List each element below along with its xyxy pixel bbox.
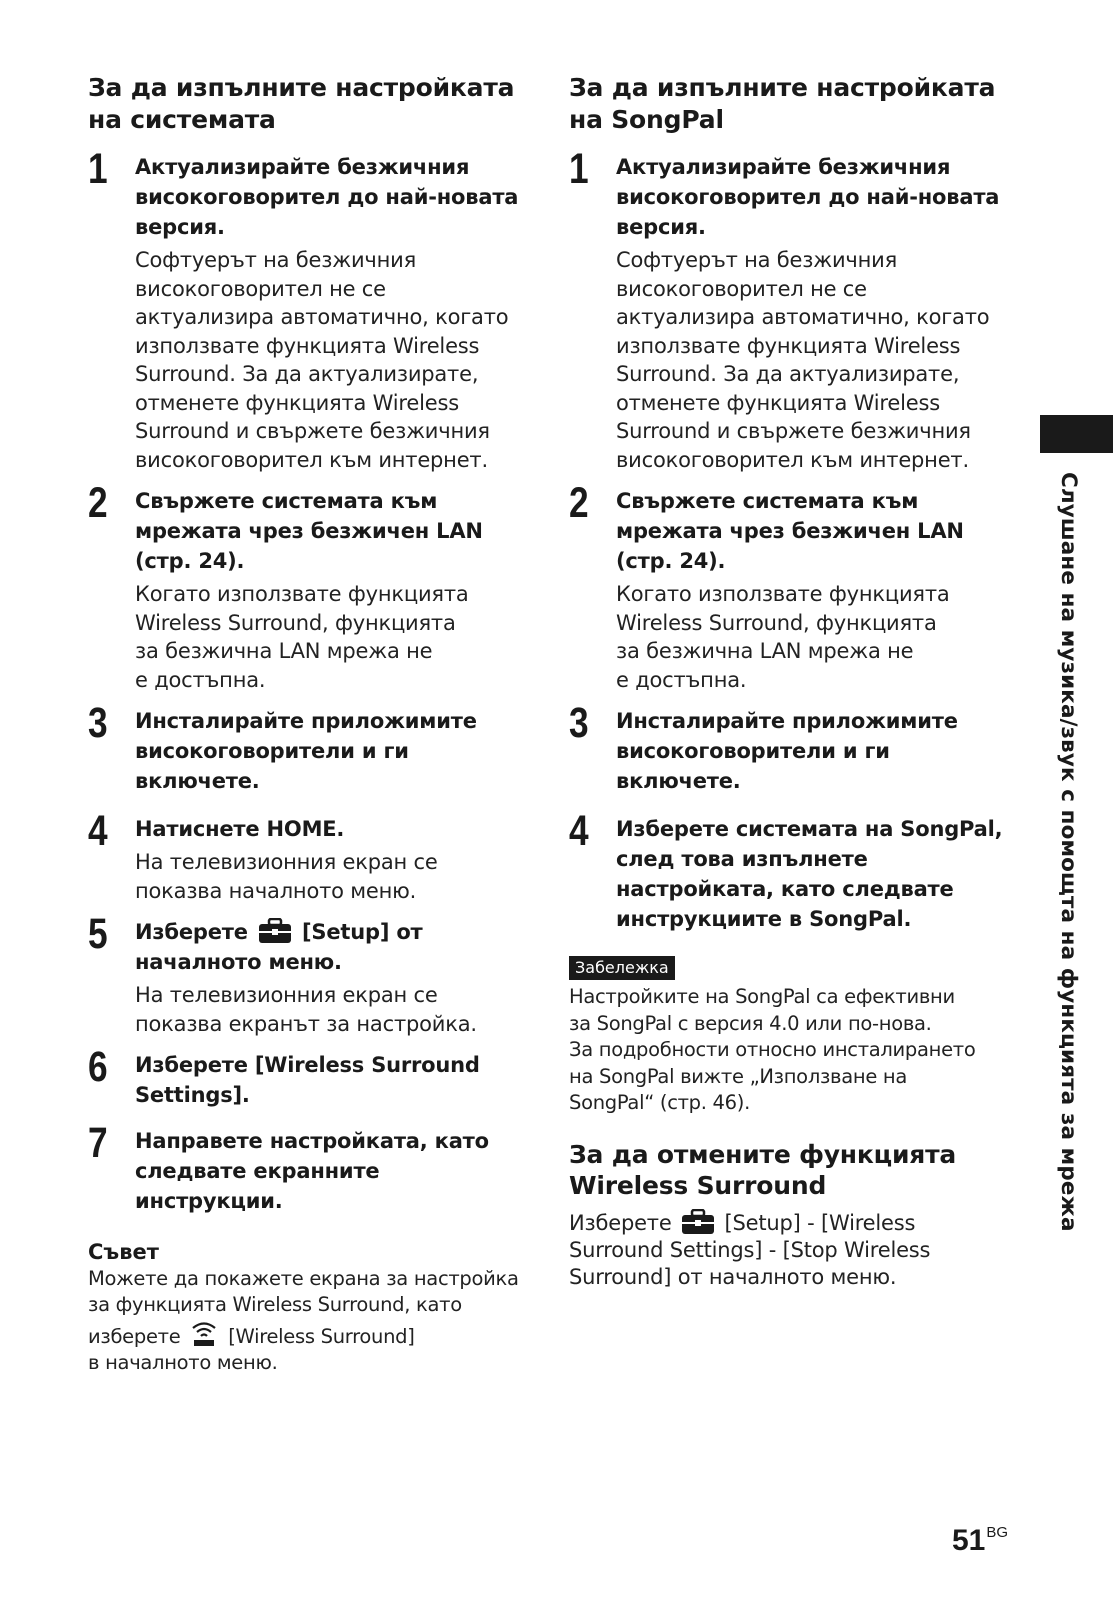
wireless-surround-icon	[189, 1318, 219, 1348]
right-step-3	[569, 699, 1014, 796]
right-heading: За да изпълните настройката на SongPal	[569, 73, 996, 134]
step-number: 7	[88, 1119, 108, 1167]
step-body: Софтуерът на безжичния високоговорител не се актуализира автоматично, когато използвате функцията Wireless Surround. За да актуализирате, отменете функцията Wireless Surround и свържете безжичния високоговорител към интернет.	[616, 248, 990, 472]
step-title: Изберете системата на SongPal, след това изпълнете настройката, като следвате инструкциите в SongPal.	[616, 817, 1003, 931]
step-body: Когато използвате функцията Wireless Surround, функцията за безжична LAN мрежа не е достъпна.	[135, 582, 469, 692]
step-number: 3	[88, 699, 108, 747]
note-body: Настройките на SongPal са ефективни за SongPal с версия 4.0 или по-нова. За подробности относно инсталирането на SongPal вижте „Използване на SongPal“ (стр. 46).	[569, 985, 976, 1114]
left-heading: За да изпълните настройката на системата	[88, 73, 515, 134]
note-badge: Забележка	[569, 956, 675, 980]
tip-title: Съвет	[88, 1240, 159, 1264]
right-step-2	[569, 479, 1014, 694]
toolbox-icon	[681, 1209, 715, 1235]
left-step-3	[88, 699, 533, 796]
step-title: Изберете [Setup] от началното меню.	[135, 920, 423, 974]
left-step-1	[88, 145, 533, 474]
page-language-suffix: BG	[986, 1524, 1009, 1541]
side-section-label: Слушане на музика/звук с помощта на функцията за мрежа	[1056, 472, 1081, 1232]
step-body: На телевизионния екран се показва началното меню.	[135, 850, 438, 903]
left-step-4	[88, 807, 533, 905]
step-title: Инсталирайте приложимите високоговорители и ги включете.	[135, 709, 477, 793]
section-tab-marker	[1040, 415, 1113, 453]
step-title: Свържете системата към мрежата чрез безжичен LAN (стр. 24).	[616, 489, 964, 573]
right-step-4	[569, 807, 1014, 934]
step-title: Направете настройката, като следвате екранните инструкции.	[135, 1129, 489, 1213]
left-step-6	[88, 1043, 533, 1110]
step-number: 1	[569, 145, 589, 193]
step-title: Изберете [Wireless Surround Settings].	[135, 1053, 480, 1107]
cancel-body: Изберете [Setup] - [Wireless Surround Settings] - [Stop Wireless Surround] от началното меню.	[569, 1210, 931, 1289]
step-number: 3	[569, 699, 589, 747]
step-number: 4	[569, 807, 589, 855]
step-number: 6	[88, 1043, 108, 1091]
left-step-5	[88, 910, 533, 1038]
step-body: На телевизионния екран се показва екранът за настройка.	[135, 983, 477, 1036]
step-number: 2	[569, 479, 589, 527]
right-step-1	[569, 145, 1014, 474]
toolbox-icon	[258, 918, 292, 944]
step-body: Софтуерът на безжичния високоговорител не се актуализира автоматично, когато използвате функцията Wireless Surround. За да актуализирате, отменете функцията Wireless Surround и свържете безжичния високоговорител към интернет.	[135, 248, 509, 472]
step-number: 4	[88, 807, 108, 855]
page-number: $51^{BG}$	[952, 1524, 1009, 1557]
step-title: Актуализирайте безжичния високоговорител до най-новата версия.	[616, 155, 1000, 239]
right-column	[569, 72, 1014, 1291]
cancel-heading: За да отмените функцията Wireless Surround	[569, 1139, 957, 1200]
step-title: Инсталирайте приложимите високоговорители и ги включете.	[616, 709, 958, 793]
left-step-2	[88, 479, 533, 694]
step-title: Свържете системата към мрежата чрез безжичен LAN (стр. 24).	[135, 489, 483, 573]
step-title: Натиснете HOME.	[135, 817, 345, 841]
left-step-7	[88, 1119, 533, 1216]
step-title: Актуализирайте безжичния високоговорител до най-новата версия.	[135, 155, 519, 239]
step-number: 2	[88, 479, 108, 527]
step-body: Когато използвате функцията Wireless Surround, функцията за безжична LAN мрежа не е достъпна.	[616, 582, 950, 692]
step-number: 5	[88, 910, 108, 958]
tip-body: Можете да покажете екрана за настройка за функцията Wireless Surround, като изберете [Wireless Surround] в началното меню.	[88, 1267, 519, 1374]
left-column	[88, 72, 533, 1376]
step-number: 1	[88, 145, 108, 193]
